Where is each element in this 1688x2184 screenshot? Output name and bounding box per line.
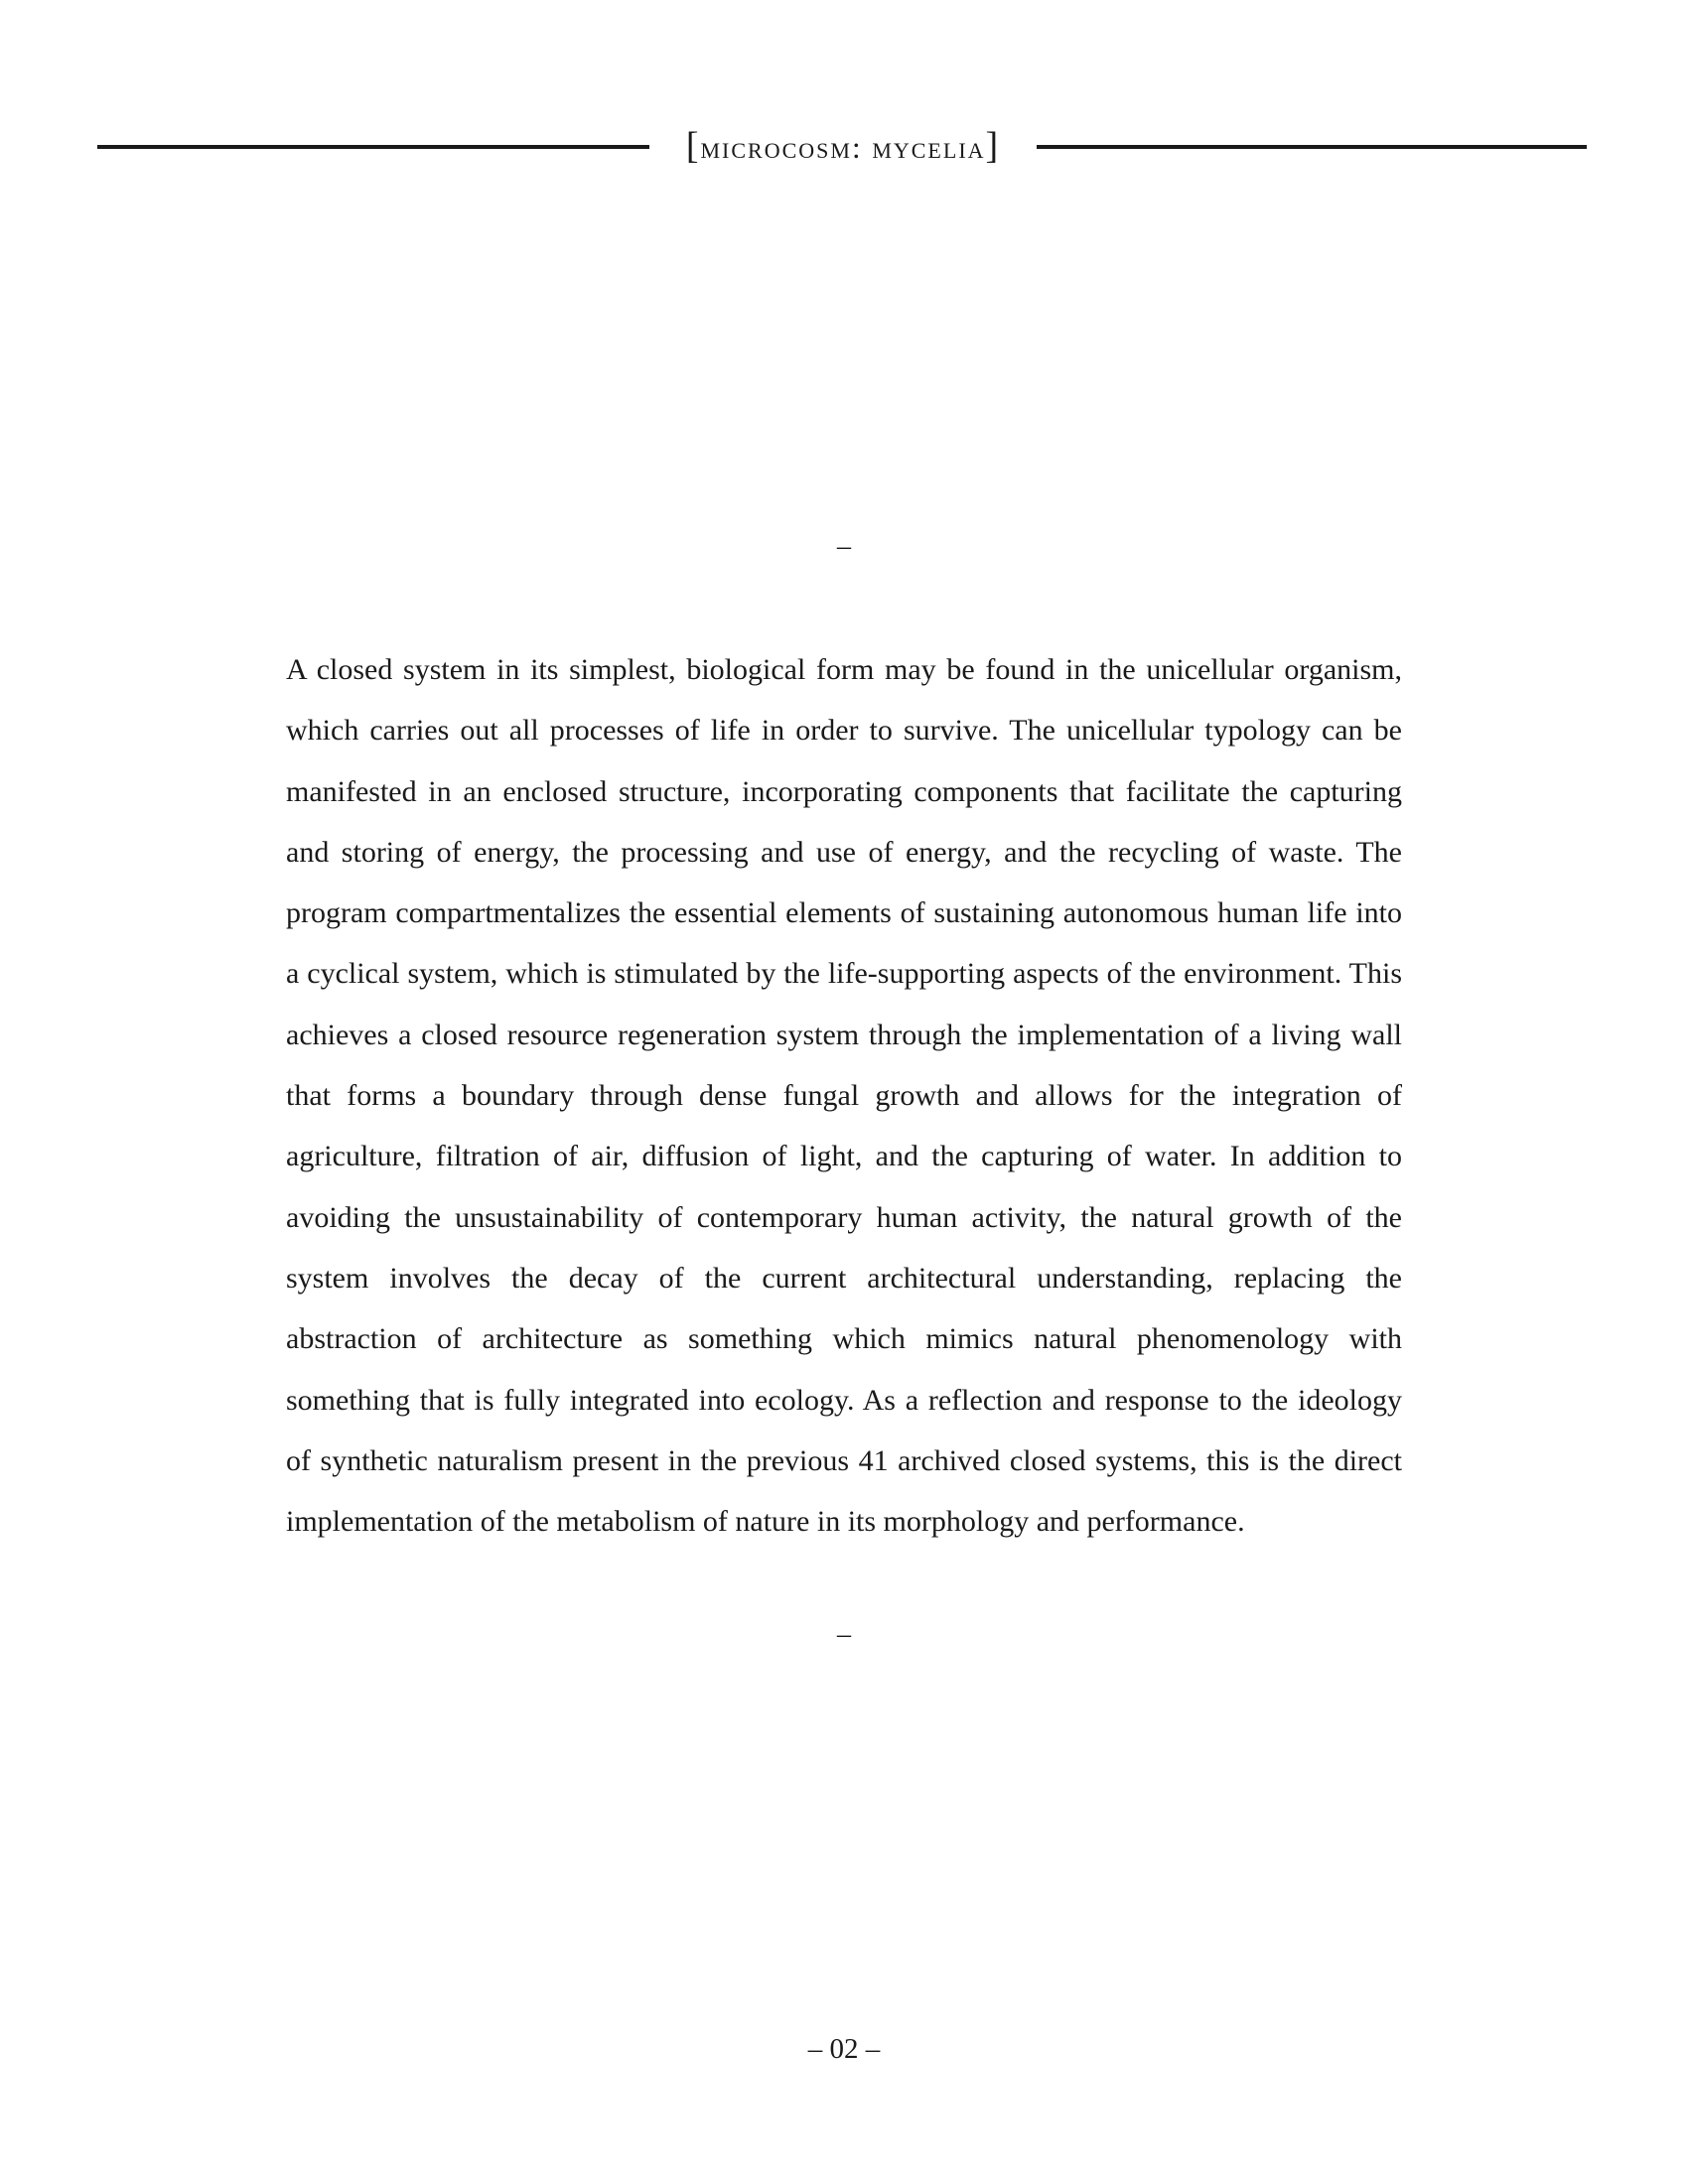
page-header [97, 127, 1587, 167]
header-rule-left [97, 145, 649, 149]
header-bracket-open: [ [685, 125, 701, 167]
body-paragraph: A closed system in its simplest, biological form may be found in the unicellular organism, which carries out all processes of life in order to survive. The unicellular typology can be manifested in an enclosed structure, incorporating components that facilitate the capturing and storing of energy, the processing and use of energy, and the recycling of waste. The program compartmentalizes the essential elements of sustaining autonomous human life into a cyclical system, which is stimulated by the life-supporting aspects of the environment. This achieves a closed resource regeneration system through the implementation of a living wall that forms a boundary through dense fungal growth and allows for the integration of agriculture, filtration of air, diffusion of light, and the capturing of water. In addition to avoiding the unsustainability of contemporary human activity, the natural growth of the system involves the decay of the current architectural understanding, replacing the abstraction of architecture as something which mimics natural phenomenology with something that is fully integrated into ecology. As a reflection and response to the ideology of synthetic naturalism present in the previous 41 archived closed systems, this is the direct implementation of the metabolism of nature in its morphology and performance. [286, 653, 1402, 1539]
header-title-text: microcosm: mycelia [700, 130, 986, 165]
header-rule-right [1037, 145, 1587, 149]
section-divider-top: – [837, 531, 851, 562]
page-number: – 02 – [807, 2033, 881, 2065]
section-divider-bottom: – [837, 1619, 851, 1650]
header-bracket-close: ] [985, 125, 1001, 167]
header-title [649, 127, 1037, 167]
